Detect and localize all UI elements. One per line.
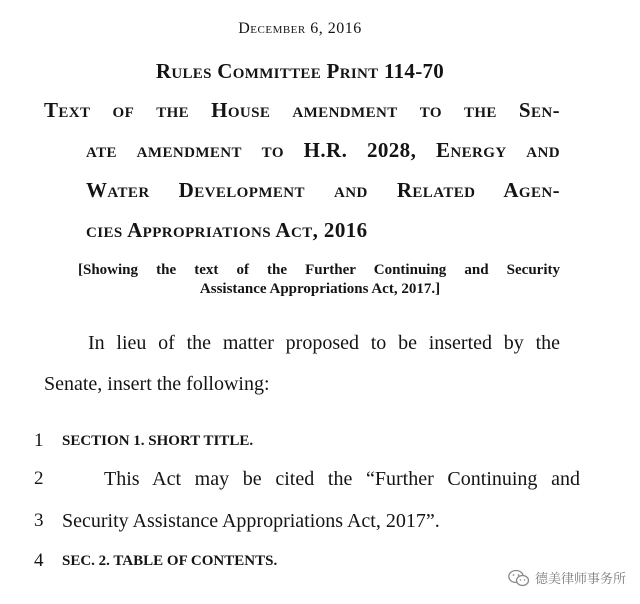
section-heading: SEC. 2. TABLE OF CONTENTS. [62,553,278,569]
title-line: Water Development and Related Agen- [86,178,560,202]
bracket-note-line: Assistance Appropriations Act, 2017.] [199,281,441,297]
title-line: Text of the House amendment to the Sen- [44,98,560,122]
line-number: 3 [34,510,44,531]
line-number: 2 [34,468,44,489]
intro-line: Senate, insert the following: [44,373,270,395]
intro-line: In lieu of the matter proposed to be inserted by the [88,332,560,354]
document-date: December 6, 2016 [238,20,362,37]
watermark [508,568,626,587]
bracket-note-line: [Showing the text of the Further Continuing and Security [78,262,560,278]
watermark-text: 德美律师事务所 [534,572,626,587]
section-heading: SECTION 1. SHORT TITLE. [62,433,254,449]
body-text-line: This Act may be cited the “Further Continuing and [104,468,580,490]
line-number: 1 [34,430,44,451]
body-text-line: Security Assistance Appropriations Act, 2017”. [62,510,440,532]
title-line: ate amendment to H.R. 2028, Energy and [86,138,560,162]
title-line: cies Appropriations Act, 2016 [86,218,368,242]
rules-committee-print-title: Rules Committee Print 114-70 [155,59,445,83]
line-number: 4 [34,550,44,571]
wechat-icon [508,569,530,587]
